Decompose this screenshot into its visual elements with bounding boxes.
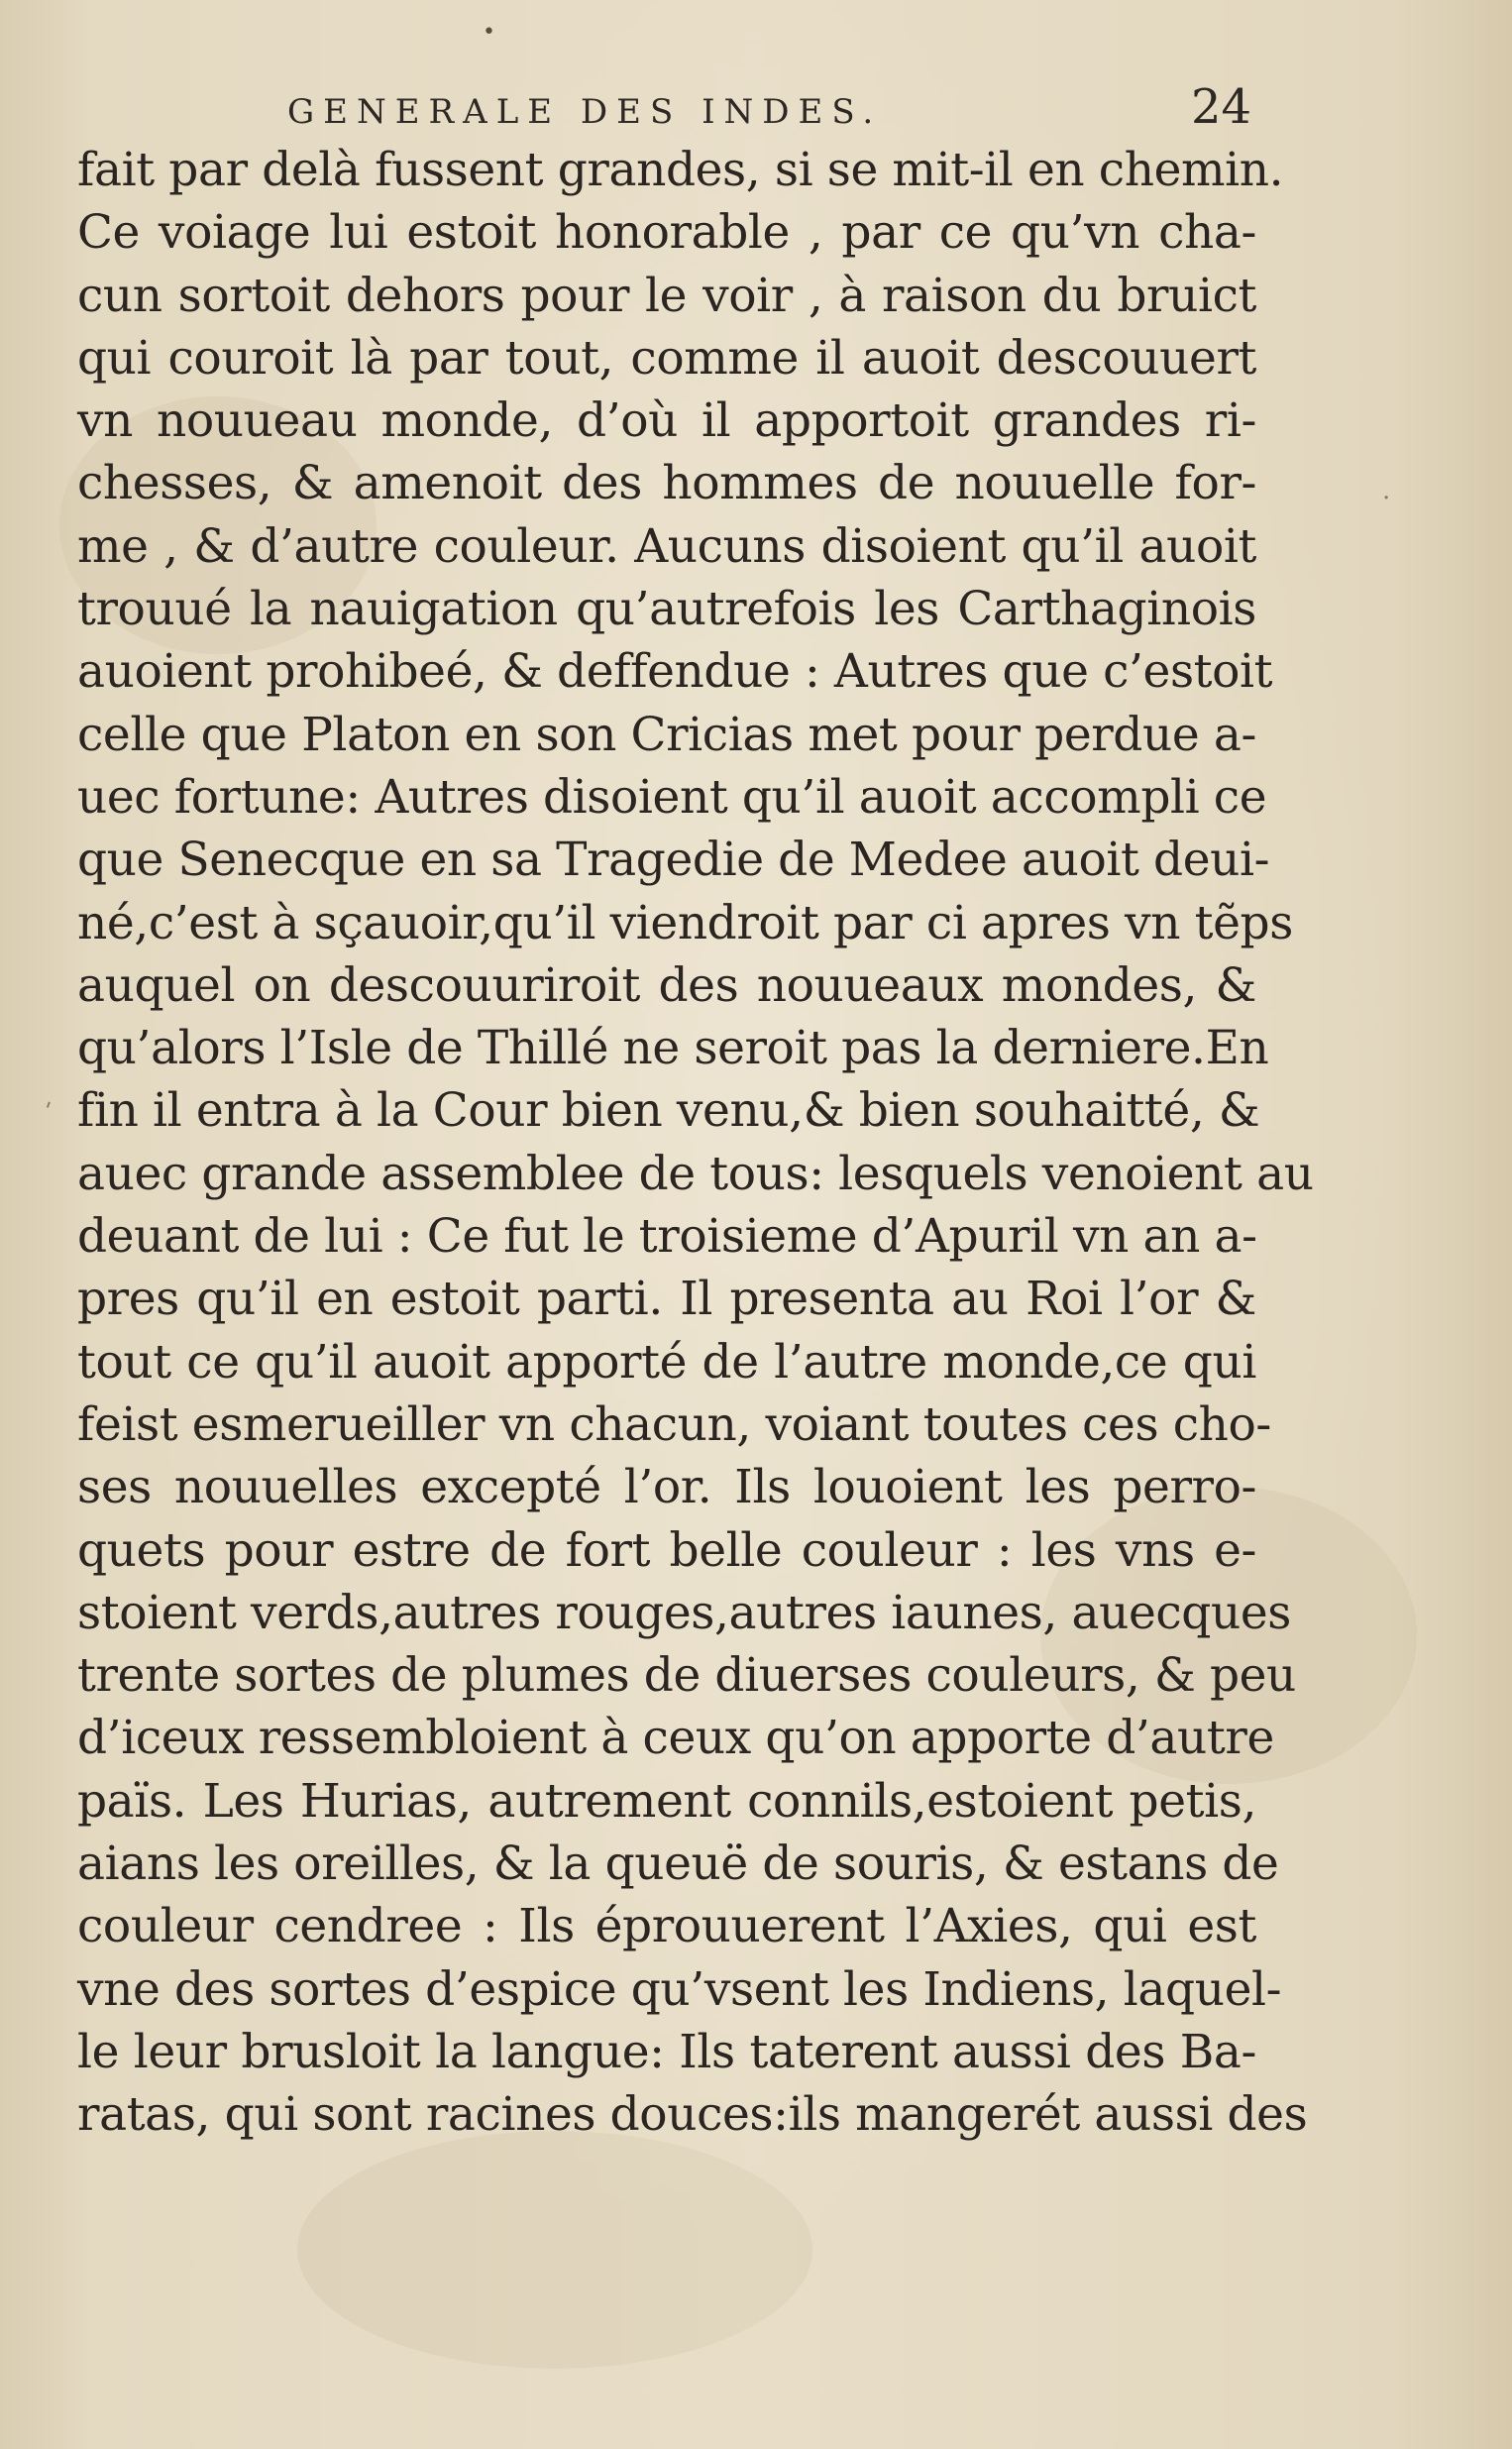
- text-line: quets pour estre de fort belle couleur : les vns e-: [77, 1522, 1256, 1578]
- text-line: pres qu’il en estoit parti. Il presenta au Roi l’or &: [77, 1272, 1256, 1327]
- text-line: tout ce qu’il auoit apporté de l’autre monde,ce qui: [77, 1334, 1256, 1390]
- text-line: fait par delà fussent grandes, si se mit-il en chemin.: [77, 143, 1284, 197]
- text-line: auquel on descouuriroit des nouueaux mondes, &: [77, 957, 1256, 1013]
- text-line: d’iceux ressembloient à ceux qu’on apporte d’autre: [77, 1711, 1274, 1766]
- text-line: me , & d’autre couleur. Aucuns disoient qu’il auoit: [77, 518, 1256, 574]
- text-line: trouué la nauigation qu’autrefois les Carthaginois: [77, 582, 1256, 637]
- text-line: feist esmerueiller vn chacun, voiant toutes ces cho-: [77, 1396, 1271, 1452]
- text-line: auec grande assemblee de tous: lesquels venoient au: [77, 1146, 1314, 1201]
- text-line: couleur cendree : Ils éprouuerent l’Axies, qui est: [77, 1899, 1256, 1954]
- top-ink-mark: •: [483, 20, 495, 45]
- paper-stain: [297, 2131, 812, 2369]
- text-line: vn nouueau monde, d’où il apportoit grandes ri-: [77, 393, 1256, 449]
- text-line: celle que Platon en son Cricias met pour perdue a-: [77, 707, 1256, 762]
- body-text: [77, 139, 1314, 2147]
- text-line: deuant de lui : Ce fut le troisieme d’Apuril vn an a-: [77, 1209, 1257, 1265]
- text-line: fin il entra à la Cour bien venu,& bien souhaitté, &: [77, 1083, 1260, 1139]
- text-line: païs. Les Hurias, autrement connils,estoient petis,: [77, 1773, 1256, 1829]
- text-line: vne des sortes d’espice qu’vsent les Indiens, laquel-: [77, 1961, 1282, 2017]
- text-line: qu’alors l’Isle de Thillé ne seroit pas la derniere.En: [77, 1021, 1269, 1076]
- text-line: Ce voiage lui estoit honorable , par ce qu’vn cha-: [77, 205, 1256, 261]
- running-head: GENERALE DES INDES.: [287, 92, 883, 132]
- text-line: né,c’est à sçauoir,qu’il viendroit par ci apres vn tẽps: [77, 895, 1293, 950]
- text-line: ratas, qui sont racines douces:ils mangerét aussi des: [77, 2087, 1308, 2143]
- margin-speck: ˌ: [43, 1081, 60, 1113]
- text-line: qui couroit là par tout, comme il auoit descouuert: [77, 330, 1256, 386]
- text-line: auoient prohibeé, & deffendue : Autres que c’estoit: [77, 644, 1273, 700]
- text-line: le leur brusloit la langue: Ils taterent aussi des Ba-: [77, 2024, 1256, 2079]
- text-line: stoient verds,autres rouges,autres iaunes, auecques: [77, 1585, 1291, 1640]
- text-line: cun sortoit dehors pour le voir , à raison du bruict: [77, 268, 1256, 323]
- text-line: chesses, & amenoit des hommes de nouuelle for-: [77, 456, 1256, 511]
- text-line: ses nouuelles excepté l’or. Ils louoient les perro-: [77, 1460, 1256, 1515]
- page-number: 24: [1191, 79, 1252, 135]
- text-line: que Senecque en sa Tragedie de Medee auoit deui-: [77, 833, 1270, 888]
- text-line: aians les oreilles, & la queuë de souris, & estans de: [77, 1837, 1279, 1892]
- text-line: uec fortune: Autres disoient qu’il auoit accompli ce: [77, 769, 1267, 825]
- text-line: trente sortes de plumes de diuerses couleurs, & peu: [77, 1648, 1296, 1704]
- margin-speck: ·: [1382, 484, 1391, 513]
